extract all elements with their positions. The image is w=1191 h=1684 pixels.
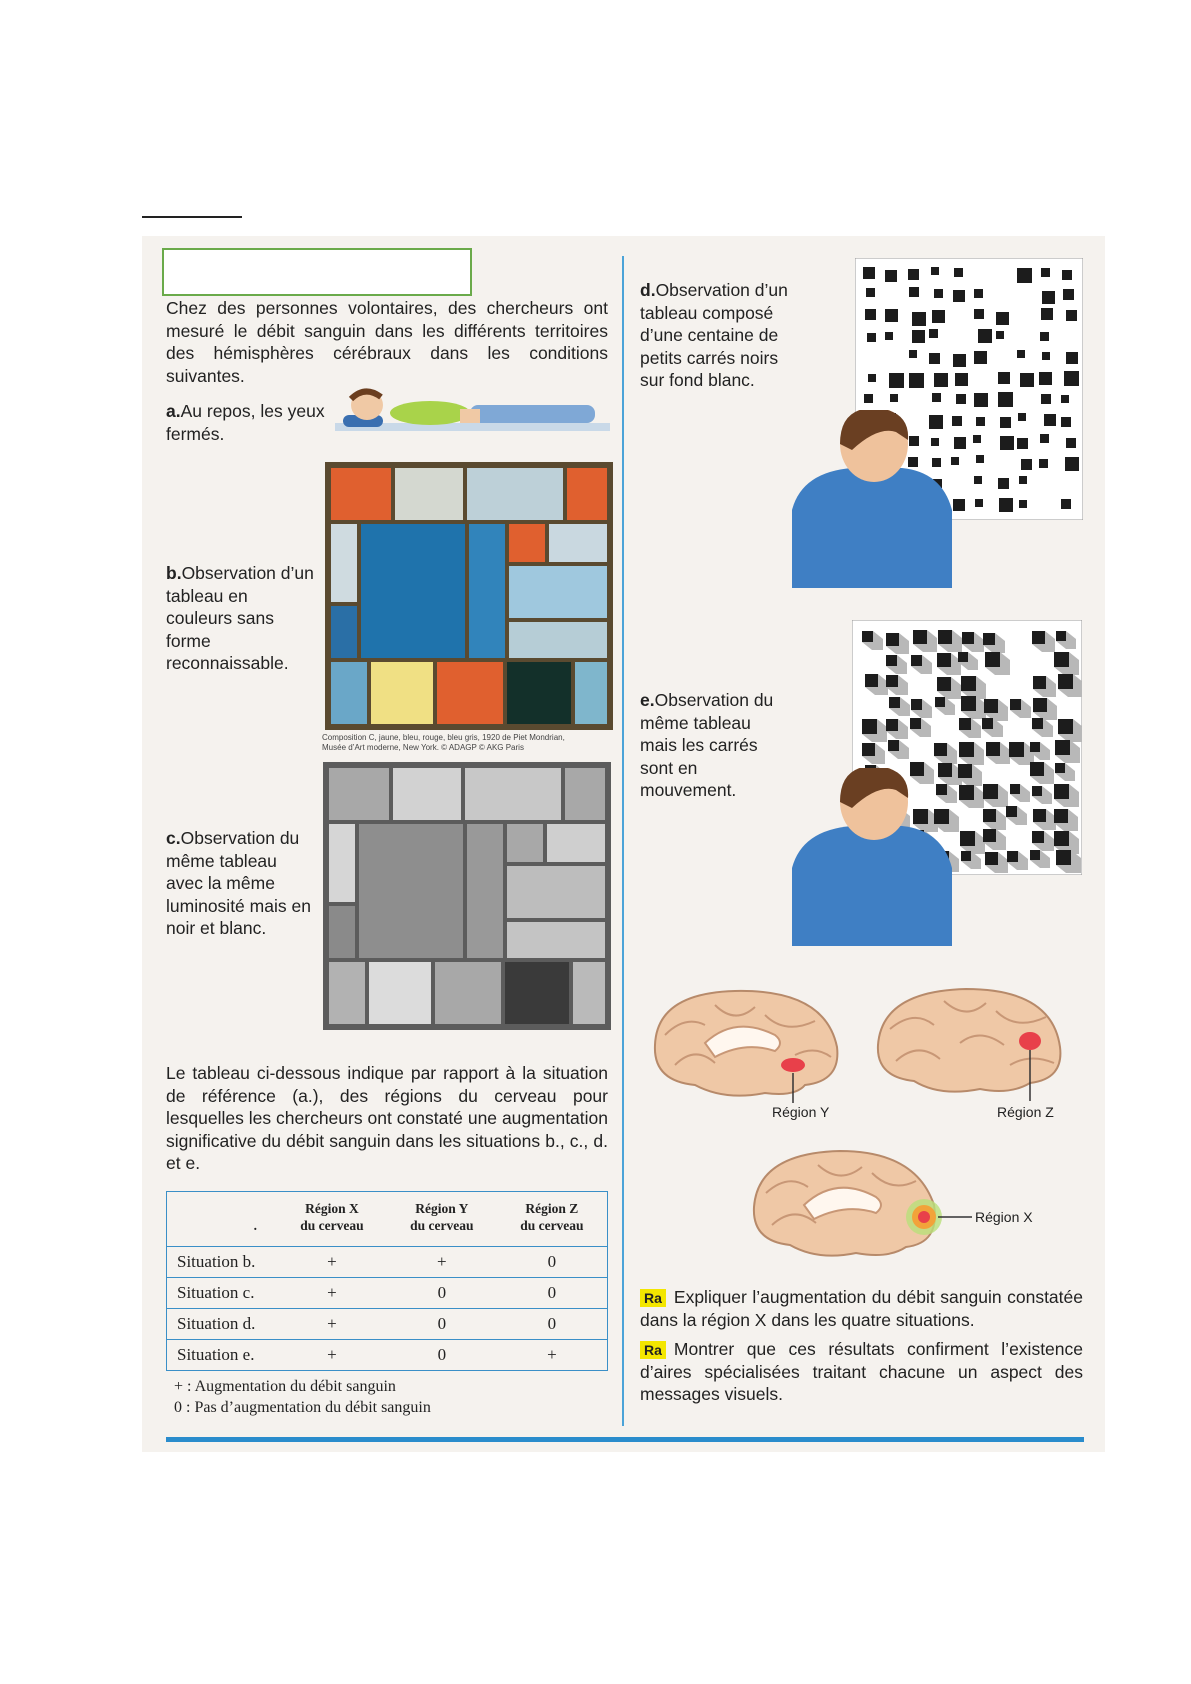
black-square xyxy=(1000,417,1011,428)
column-divider xyxy=(622,256,624,1426)
header-region-z-line2: du cerveau xyxy=(520,1218,584,1233)
moving-square xyxy=(934,743,947,756)
black-square xyxy=(1019,500,1027,508)
header-region-y-line1: Région Y xyxy=(415,1201,469,1216)
moving-square xyxy=(1010,699,1021,710)
black-square xyxy=(954,437,966,449)
moving-square xyxy=(959,718,971,730)
row-label: Situation b. xyxy=(167,1247,278,1278)
moving-square xyxy=(911,655,922,666)
header-region-y xyxy=(387,1192,497,1247)
black-square xyxy=(976,417,985,426)
moving-square xyxy=(1054,809,1068,823)
question-1-tag: Ra xyxy=(640,1289,666,1307)
brain-label-x: Région X xyxy=(975,1209,1033,1225)
moving-square xyxy=(862,719,877,734)
moving-square xyxy=(962,632,974,644)
moving-square xyxy=(985,852,998,865)
situation-a-text: Au repos, les yeux fermés. xyxy=(166,401,325,444)
black-square xyxy=(1018,413,1026,421)
moving-square xyxy=(1054,831,1069,846)
moving-square xyxy=(983,809,996,822)
black-square xyxy=(953,499,965,511)
cell-region-z: 0 xyxy=(497,1309,608,1340)
header-region-x-line1: Région X xyxy=(305,1201,359,1216)
painting-caption xyxy=(322,733,622,753)
moving-square xyxy=(1032,718,1043,729)
black-square xyxy=(998,392,1013,407)
header-region-z-line1: Région Z xyxy=(525,1201,579,1216)
moving-square xyxy=(865,674,878,687)
question-1-text: Expliquer l’augmentation du débit sanguin constatée dans la région X dans les quatre situations. xyxy=(640,1287,1083,1330)
moving-square xyxy=(984,699,998,713)
moving-square xyxy=(1032,786,1042,796)
table-corner xyxy=(167,1192,278,1247)
black-square xyxy=(1065,457,1079,471)
black-square xyxy=(909,373,924,388)
cell-region-y: + xyxy=(387,1247,497,1278)
black-square xyxy=(953,354,966,367)
black-square xyxy=(976,455,984,463)
moving-square xyxy=(886,719,898,731)
moving-square xyxy=(1056,631,1066,641)
person-viewing-moving xyxy=(792,768,952,946)
black-square xyxy=(934,289,943,298)
moving-square xyxy=(1054,784,1069,799)
moving-square xyxy=(961,851,971,861)
black-square xyxy=(973,435,981,443)
situation-e-text: Observation du même tableau mais les carrés sont en mouvement. xyxy=(640,690,774,800)
black-square xyxy=(867,333,876,342)
situation-c xyxy=(166,827,316,940)
moving-square xyxy=(958,764,972,778)
moving-square xyxy=(983,829,996,842)
black-square xyxy=(1000,436,1014,450)
moving-square xyxy=(983,784,998,799)
moving-square xyxy=(937,653,951,667)
moving-square xyxy=(959,742,974,757)
moving-square xyxy=(1056,850,1071,865)
black-square xyxy=(1061,499,1071,509)
black-square xyxy=(1040,332,1049,341)
black-square xyxy=(1044,414,1056,426)
situation-d-text: Observation d’un tableau composé d’une centaine de petits carrés noirs sur fond blanc. xyxy=(640,280,788,390)
black-square xyxy=(908,269,919,280)
question-1 xyxy=(640,1286,1083,1331)
black-square xyxy=(974,351,987,364)
table-row xyxy=(167,1309,608,1340)
cell-region-z: + xyxy=(497,1340,608,1371)
black-square xyxy=(885,332,893,340)
moving-square xyxy=(986,742,1000,756)
situation-a xyxy=(166,400,326,445)
brain-label-y: Région Y xyxy=(772,1104,830,1120)
moving-square xyxy=(935,697,945,707)
person-resting-illustration xyxy=(335,385,610,437)
header-region-x-line2: du cerveau xyxy=(300,1218,364,1233)
black-square xyxy=(955,373,968,386)
cell-region-z: 0 xyxy=(497,1247,608,1278)
situation-e xyxy=(640,689,790,802)
black-square xyxy=(1020,373,1034,387)
moving-square xyxy=(958,652,968,662)
grayscale-painting xyxy=(323,762,611,1030)
black-square xyxy=(1041,394,1051,404)
black-square xyxy=(889,373,904,388)
table-row xyxy=(167,1278,608,1309)
black-square xyxy=(864,394,873,403)
black-square xyxy=(1061,395,1069,403)
black-square xyxy=(999,498,1013,512)
painting-caption-line2: Musée d’Art moderne, New York. © ADAGP © AKG Paris xyxy=(322,743,524,752)
intro-text: Chez des personnes volontaires, des chercheurs ont mesuré le débit sanguin dans les différents territoires des hémisphères cérébraux dans les conditions suivantes. xyxy=(166,298,608,386)
moving-square xyxy=(938,630,952,644)
moving-square xyxy=(1032,831,1044,843)
black-square xyxy=(863,267,875,279)
situation-c-letter: c. xyxy=(166,828,181,848)
black-square xyxy=(1042,291,1055,304)
bottom-bar xyxy=(166,1437,1084,1442)
cell-region-x: + xyxy=(277,1247,387,1278)
table-row xyxy=(167,1340,608,1371)
moving-square xyxy=(1009,742,1024,757)
moving-square xyxy=(985,652,1000,667)
black-square xyxy=(890,394,898,402)
moving-square xyxy=(886,675,898,687)
legend-plus: + : Augmentation du débit sanguin xyxy=(174,1378,396,1395)
moving-square xyxy=(937,677,951,691)
moving-square xyxy=(862,631,873,642)
black-square xyxy=(1019,476,1027,484)
black-square xyxy=(929,329,938,338)
cell-region-y: 0 xyxy=(387,1340,497,1371)
black-square xyxy=(952,416,962,426)
painting-caption-line1: Composition C, jaune, bleu, rouge, bleu gris, 1920 de Piet Mondrian, xyxy=(322,733,565,742)
moving-square xyxy=(910,718,921,729)
row-label: Situation d. xyxy=(167,1309,278,1340)
cell-region-y: 0 xyxy=(387,1309,497,1340)
black-square xyxy=(912,312,926,326)
situation-b-letter: b. xyxy=(166,563,182,583)
black-square xyxy=(1064,371,1079,386)
black-square xyxy=(998,478,1009,489)
moving-square xyxy=(911,699,922,710)
black-square xyxy=(1017,350,1025,358)
brain-region-z xyxy=(870,983,1070,1103)
moving-square xyxy=(1032,631,1045,644)
cell-region-x: + xyxy=(277,1278,387,1309)
cell-region-x: + xyxy=(277,1309,387,1340)
black-square xyxy=(996,331,1004,339)
brain-label-z: Région Z xyxy=(997,1104,1054,1120)
black-square xyxy=(996,312,1009,325)
black-square xyxy=(1017,438,1028,449)
moving-square xyxy=(1055,740,1070,755)
moving-square xyxy=(961,676,976,691)
black-square xyxy=(1066,310,1077,321)
moving-square xyxy=(1058,674,1073,689)
black-square xyxy=(974,309,984,319)
black-square xyxy=(868,374,876,382)
cell-region-z: 0 xyxy=(497,1278,608,1309)
top-rule xyxy=(142,216,242,218)
cell-region-x: + xyxy=(277,1340,387,1371)
black-square xyxy=(932,393,941,402)
moving-square xyxy=(886,655,897,666)
black-square xyxy=(885,309,898,322)
black-square xyxy=(1063,289,1074,300)
situation-c-text: Observation du même tableau avec la même luminosité mais en noir et blanc. xyxy=(166,828,311,938)
situation-d-letter: d. xyxy=(640,280,656,300)
moving-square xyxy=(1058,719,1073,734)
situation-b xyxy=(166,562,316,675)
black-square xyxy=(1042,352,1050,360)
black-square xyxy=(1041,308,1053,320)
cell-region-y: 0 xyxy=(387,1278,497,1309)
black-square xyxy=(865,309,876,320)
black-square xyxy=(1061,417,1071,427)
situation-a-letter: a. xyxy=(166,401,181,421)
moving-square xyxy=(1010,784,1020,794)
table-header-row xyxy=(167,1192,608,1247)
header-region-x xyxy=(277,1192,387,1247)
row-label: Situation c. xyxy=(167,1278,278,1309)
question-2 xyxy=(640,1338,1083,1406)
situation-b-text: Observation d’un tableau en couleurs sans forme reconnaissable. xyxy=(166,563,314,673)
header-region-y-line2: du cerveau xyxy=(410,1218,474,1233)
black-square xyxy=(974,393,988,407)
moving-square xyxy=(961,696,976,711)
black-square xyxy=(978,329,992,343)
moving-square xyxy=(886,633,899,646)
black-square xyxy=(974,476,982,484)
black-square xyxy=(929,353,940,364)
black-square xyxy=(931,267,939,275)
moving-square xyxy=(913,630,927,644)
black-square xyxy=(998,372,1010,384)
black-square xyxy=(932,310,945,323)
black-square xyxy=(1066,352,1078,364)
moving-square xyxy=(1033,676,1046,689)
table-corner-dot: . xyxy=(253,1218,257,1233)
moving-square xyxy=(983,633,995,645)
black-square xyxy=(909,350,917,358)
moving-square xyxy=(888,740,899,751)
black-square xyxy=(956,394,966,404)
black-square xyxy=(1062,270,1072,280)
moving-square xyxy=(1030,762,1044,776)
black-square xyxy=(912,330,925,343)
black-square xyxy=(1017,268,1032,283)
moving-square xyxy=(1030,742,1040,752)
black-square xyxy=(1039,459,1048,468)
moving-square xyxy=(1033,698,1047,712)
black-square xyxy=(1021,459,1032,470)
moving-square xyxy=(889,697,900,708)
situation-d xyxy=(640,279,790,392)
situation-e-letter: e. xyxy=(640,690,655,710)
black-square xyxy=(1066,438,1076,448)
black-square xyxy=(951,457,959,465)
question-2-text: Montrer que ces résultats confirment l’existence d’aires spécialisées traitant chacune un aspect des messages visuels. xyxy=(640,1339,1083,1404)
color-painting xyxy=(325,462,613,730)
moving-square xyxy=(1030,850,1040,860)
brain-region-x xyxy=(748,1145,988,1265)
moving-square xyxy=(1033,809,1046,822)
person-viewing-static xyxy=(792,410,952,588)
moving-square xyxy=(1007,851,1018,862)
black-square xyxy=(909,287,919,297)
legend-zero: 0 : Pas d’augmentation du débit sanguin xyxy=(174,1399,431,1416)
black-square xyxy=(885,270,897,282)
moving-square xyxy=(982,718,993,729)
black-square xyxy=(975,499,983,507)
results-table xyxy=(166,1191,608,1371)
question-2-tag: Ra xyxy=(640,1341,666,1359)
brain-region-y xyxy=(645,985,845,1105)
black-square xyxy=(954,268,963,277)
moving-square xyxy=(1055,763,1065,773)
moving-square xyxy=(862,743,875,756)
table-row xyxy=(167,1247,608,1278)
black-square xyxy=(1039,372,1052,385)
row-label: Situation e. xyxy=(167,1340,278,1371)
title-box xyxy=(162,248,472,296)
black-square xyxy=(1040,434,1049,443)
black-square xyxy=(866,288,875,297)
moving-square xyxy=(1054,652,1069,667)
moving-square xyxy=(1006,806,1017,817)
black-square xyxy=(974,289,983,298)
black-square xyxy=(953,290,965,302)
black-square xyxy=(1041,268,1050,277)
moving-square xyxy=(959,785,974,800)
moving-square xyxy=(960,831,975,846)
black-square xyxy=(934,373,948,387)
table-intro-text: Le tableau ci-dessous indique par rapport à la situation de référence (a.), des régions du cerveau pour lesquelles les chercheurs ont constaté une augmentation significative du débit sanguin dans les situations b., c., d. et e. xyxy=(166,1063,608,1173)
header-region-z xyxy=(497,1192,608,1247)
